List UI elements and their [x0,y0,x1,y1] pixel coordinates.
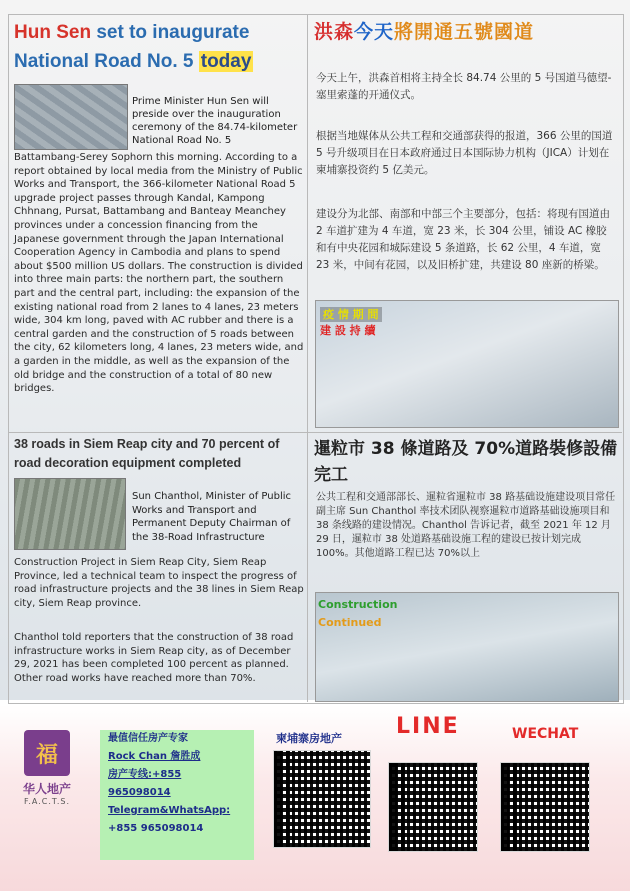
cn-second-headline: 暹粒市 38 條道路及 70%道路裝修設備完工 [314,439,618,485]
second-headline: 38 roads in Siem Reap city and 70 percent of road decoration equipment completed [14,437,280,470]
company-logo [14,722,80,832]
column-divider [307,14,308,702]
telegram-number[interactable]: +855 965098014 [108,823,204,834]
cn-paragraph-3: 建设分为北部、南部和中部三个主要部分，包括：将现有国道由 2 车道扩建为 4 车道，宽 23 米，长 304 公里，铺设 AC 橡胶和有中央花园和城际建设 5 条道路，长 62 公里，4 车道，宽 23 米，中间有花园，以及旧桥扩建，共建设 80 座新的桥梁。 [316,208,610,271]
chinese-headline [314,18,618,46]
qr-code-wechat[interactable] [500,762,590,852]
qr-label-line: LINE [396,714,460,739]
road-photo [14,84,128,150]
qr-code-property[interactable] [273,750,371,848]
construction-image-1 [315,300,619,428]
contact-name: Rock Chan 詹胜成 [108,751,201,762]
article-body: Battambang-Serey Sophorn this morning. According to a report obtained by local media from the Ministry of Public Works and Transport, the 366-kilometer National Road 5 upgrade project passes through Kandal, Kampong Chhnang, Pursat, Battambang and Banteay Meanchey provinces under a concession financing from the Japanese government through the Japan International Cooperation Agency in Cambodia and plans to spend about $500 million US dollars. The construction is divided into three main parts: the northern part, the southern part and the central part, including: the expansion of the existing national road from 2 lanes to 4 lanes, 23 meters wide, 304 km long, paved with AC rubber and there is a central garden and the construction of 5 roads between the city, 62 kilometers long, 4 lanes, 23 meters wide, and a garden in the middle, as well as the expansion of the old bridge and the construction of a total of 80 new bridges. [14,152,304,395]
contact-card [100,730,254,860]
hotline-label: 房产专线:+855 [108,769,182,780]
row-divider [8,432,622,433]
headline-highlight: today [200,51,252,72]
second-body: Construction Project in Siem Reap City, Siem Reap Province, led a technical team to inspect the progress of road infrastructure projects and the 38 lines in Siem Reap city, Siem Reap province. [14,557,304,609]
cn-paragraph-4: 公共工程和交通部部长、暹粒省暹粒市 38 路基础设施建设项目常任副主席 Sun Chanthol 率技术团队视察暹粒市道路基础设施项目和 38 条线路的建设情况。Chanthol 告诉记者，截至 2021 年 12 月 29 日，暹粒市 38 处道路基础设施工程的建设已按计划完成 100%。其他道路工程已达 70%以上 [316,492,616,559]
cn-paragraph-1: 今天上午，洪森首相将主持全长 84.74 公里的 5 号国道马德望-塞里索蓬的开通仪式。 [316,72,612,101]
hotline-number[interactable]: 965098014 [108,787,171,798]
inspection-photo [14,478,126,550]
cn-headline-part1: 洪森 [314,21,355,43]
qr-code-line[interactable] [388,762,478,852]
headline-text: set to inaugurate National Road No. 5 [14,22,250,72]
cn-headline-part3: 將開通五號國道 [394,21,535,43]
qr-label-wechat: WECHAT [512,726,579,742]
lead-paragraph: Prime Minister Hun Sen will preside over the inauguration ceremony of the 84.74-kilometer National Road No. 5 [132,96,298,146]
logo-emblem-icon [24,730,70,776]
second-lead: Sun Chanthol, Minister of Public Works and Transport and Permanent Deputy Chairman of the 38-Road Infrastructure [132,491,292,543]
cn-headline-part2: 今天 [354,21,395,43]
logo-english-name: F.A.C.T.S. [24,797,70,806]
inset-tag-building: 建 設 持 續 [320,324,376,337]
telegram-label: Telegram&WhatsApp: [108,805,231,816]
construction-image-2 [315,592,619,702]
inset-tag-construction: Construction [318,598,398,611]
inset-tag-pandemic: 疫 情 期 間 [320,307,382,322]
cn-paragraph-2: 根据当地媒体从公共工程和交通部获得的报道，366 公里的国道 5 号升级项目在日本政府通过日本国际协力机构（JICA）计划在柬埔寨投资约 5 亿美元。 [316,130,613,176]
logo-chinese-name: 华人地产 [22,782,71,796]
third-body: Chanthol told reporters that the construction of 38 road infrastructure works in Siem Reap city, as of December 29, 2021 has been completed 100 percent as planned. Other road works have reached more than 70%. [14,632,294,684]
inset-tag-continued: Continued [318,616,382,629]
contact-heading: 最值信任房产专家 [108,733,188,744]
headline-name: Hun Sen [14,22,92,43]
qr-label-property: 柬埔寨房地产 [276,732,342,745]
english-headline [14,18,304,76]
